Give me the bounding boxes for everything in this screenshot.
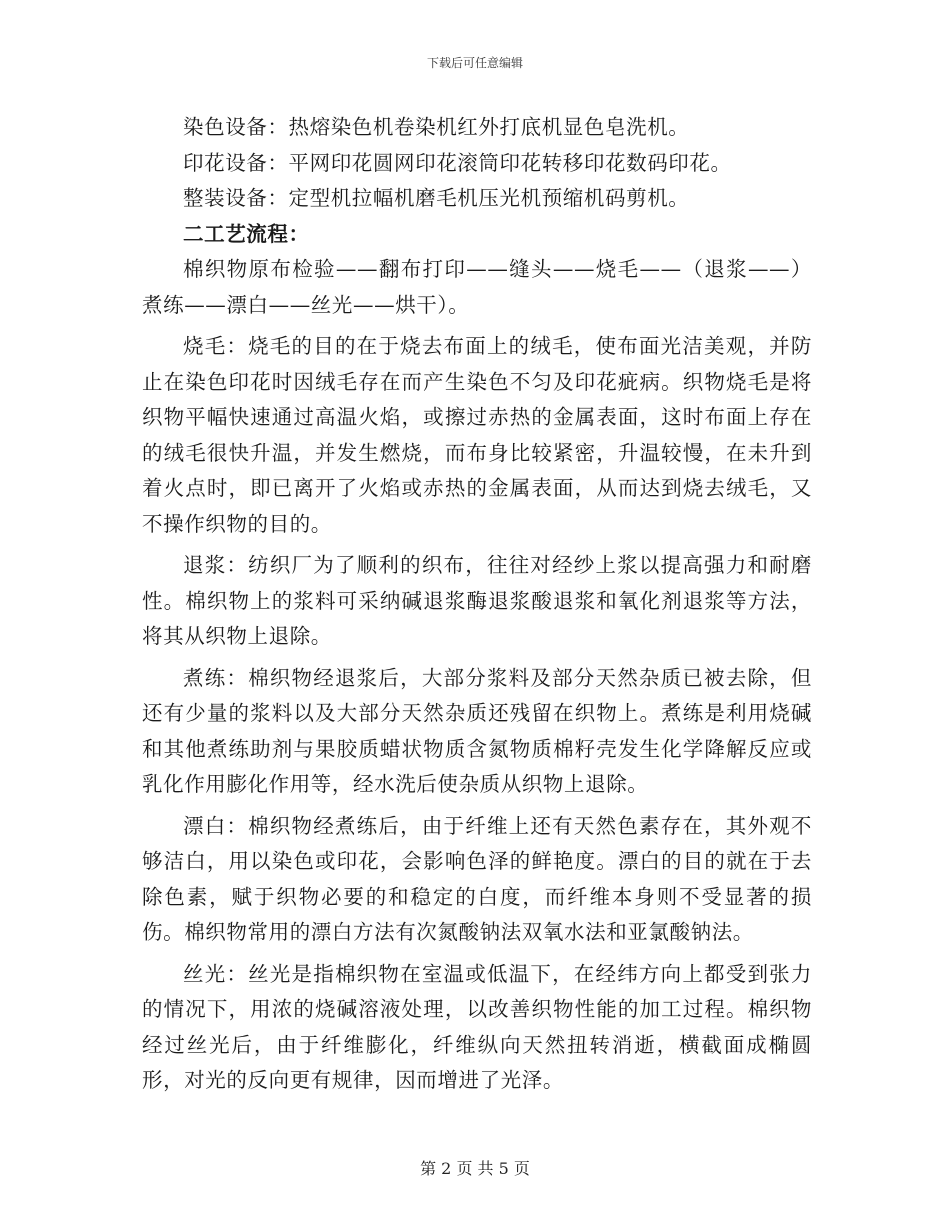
- paragraph-process-flow: 棉织物原布检验——翻布打印——缝头——烧毛——（退浆——）煮练——漂白——丝光——烘干）。: [142, 257, 812, 317]
- section-title-process: 二工艺流程：: [183, 221, 310, 246]
- paragraph-equipment-printing: 印花设备：平网印花圆网印花滚筒印花转移印花数码印花。: [183, 150, 732, 175]
- paragraph-desizing: 退浆：纺织厂为了顺利的织布，往往对经纱上浆以提高强力和耐磨性。棉织物上的浆料可采纳碱退浆酶退浆酸退浆和氧化剂退浆等方法，将其从织物上退除。: [142, 553, 812, 648]
- paragraph-bleaching: 漂白：棉织物经煮练后，由于纤维上还有天然色素存在，其外观不够洁白，用以染色或印花，会影响色泽的鲜艳度。漂白的目的就在于去除色素，赋于织物必要的和稳定的白度，而纤维本身则不受显著的损伤。棉织物常用的漂白方法有次氮酸钠法双氧水法和亚氯酸钠法。: [142, 813, 812, 944]
- page-header-note: 下载后可任意编辑: [426, 56, 523, 70]
- paragraph-equipment-finishing: 整装设备：定型机拉幅机磨毛机压光机预缩机码剪机。: [183, 186, 690, 210]
- paragraph-mercerizing: 丝光：丝光是指棉织物在室温或低温下，在经纬方向上都受到张力的情况下，用浓的烧碱溶液处理，以改善织物性能的加工过程。棉织物经过丝光后，由于纤维膨化，纤维纵向天然扭转消逝，横截面成椭圆形，对光的反向更有规律，因而增进了光泽。: [142, 961, 812, 1092]
- paragraph-singeing: 烧毛：烧毛的目的在于烧去布面上的绒毛，使布面光洁美观，并防止在染色印花时因绒毛存在而产生染色不匀及印花疵病。织物烧毛是将织物平幅快速通过高温火焰，或擦过赤热的金属表面，这时布面上存在的绒毛很快升温，并发生燃烧，而布身比较紧密，升温较慢，在未升到着火点时，即已离开了火焰或赤热的金属表面，从而达到烧去绒毛，又不操作织物的目的。: [142, 334, 812, 536]
- paragraph-equipment-dyeing: 染色设备：热熔染色机卷染机红外打底机显色皂洗机。: [183, 115, 690, 139]
- page-number: 第 2 页 共 5 页: [420, 1159, 530, 1178]
- paragraph-scouring: 煮练：棉织物经退浆后，大部分浆料及部分天然杂质已被去除，但还有少量的浆料以及大部分天然杂质还残留在织物上。煮练是利用烧碱和其他煮练助剂与果胶质蜡状物质含氮物质棉籽壳发生化学降解反应或乳化作用膨化作用等，经水洗后使杂质从织物上退除。: [142, 665, 812, 796]
- document-body: [142, 110, 812, 1099]
